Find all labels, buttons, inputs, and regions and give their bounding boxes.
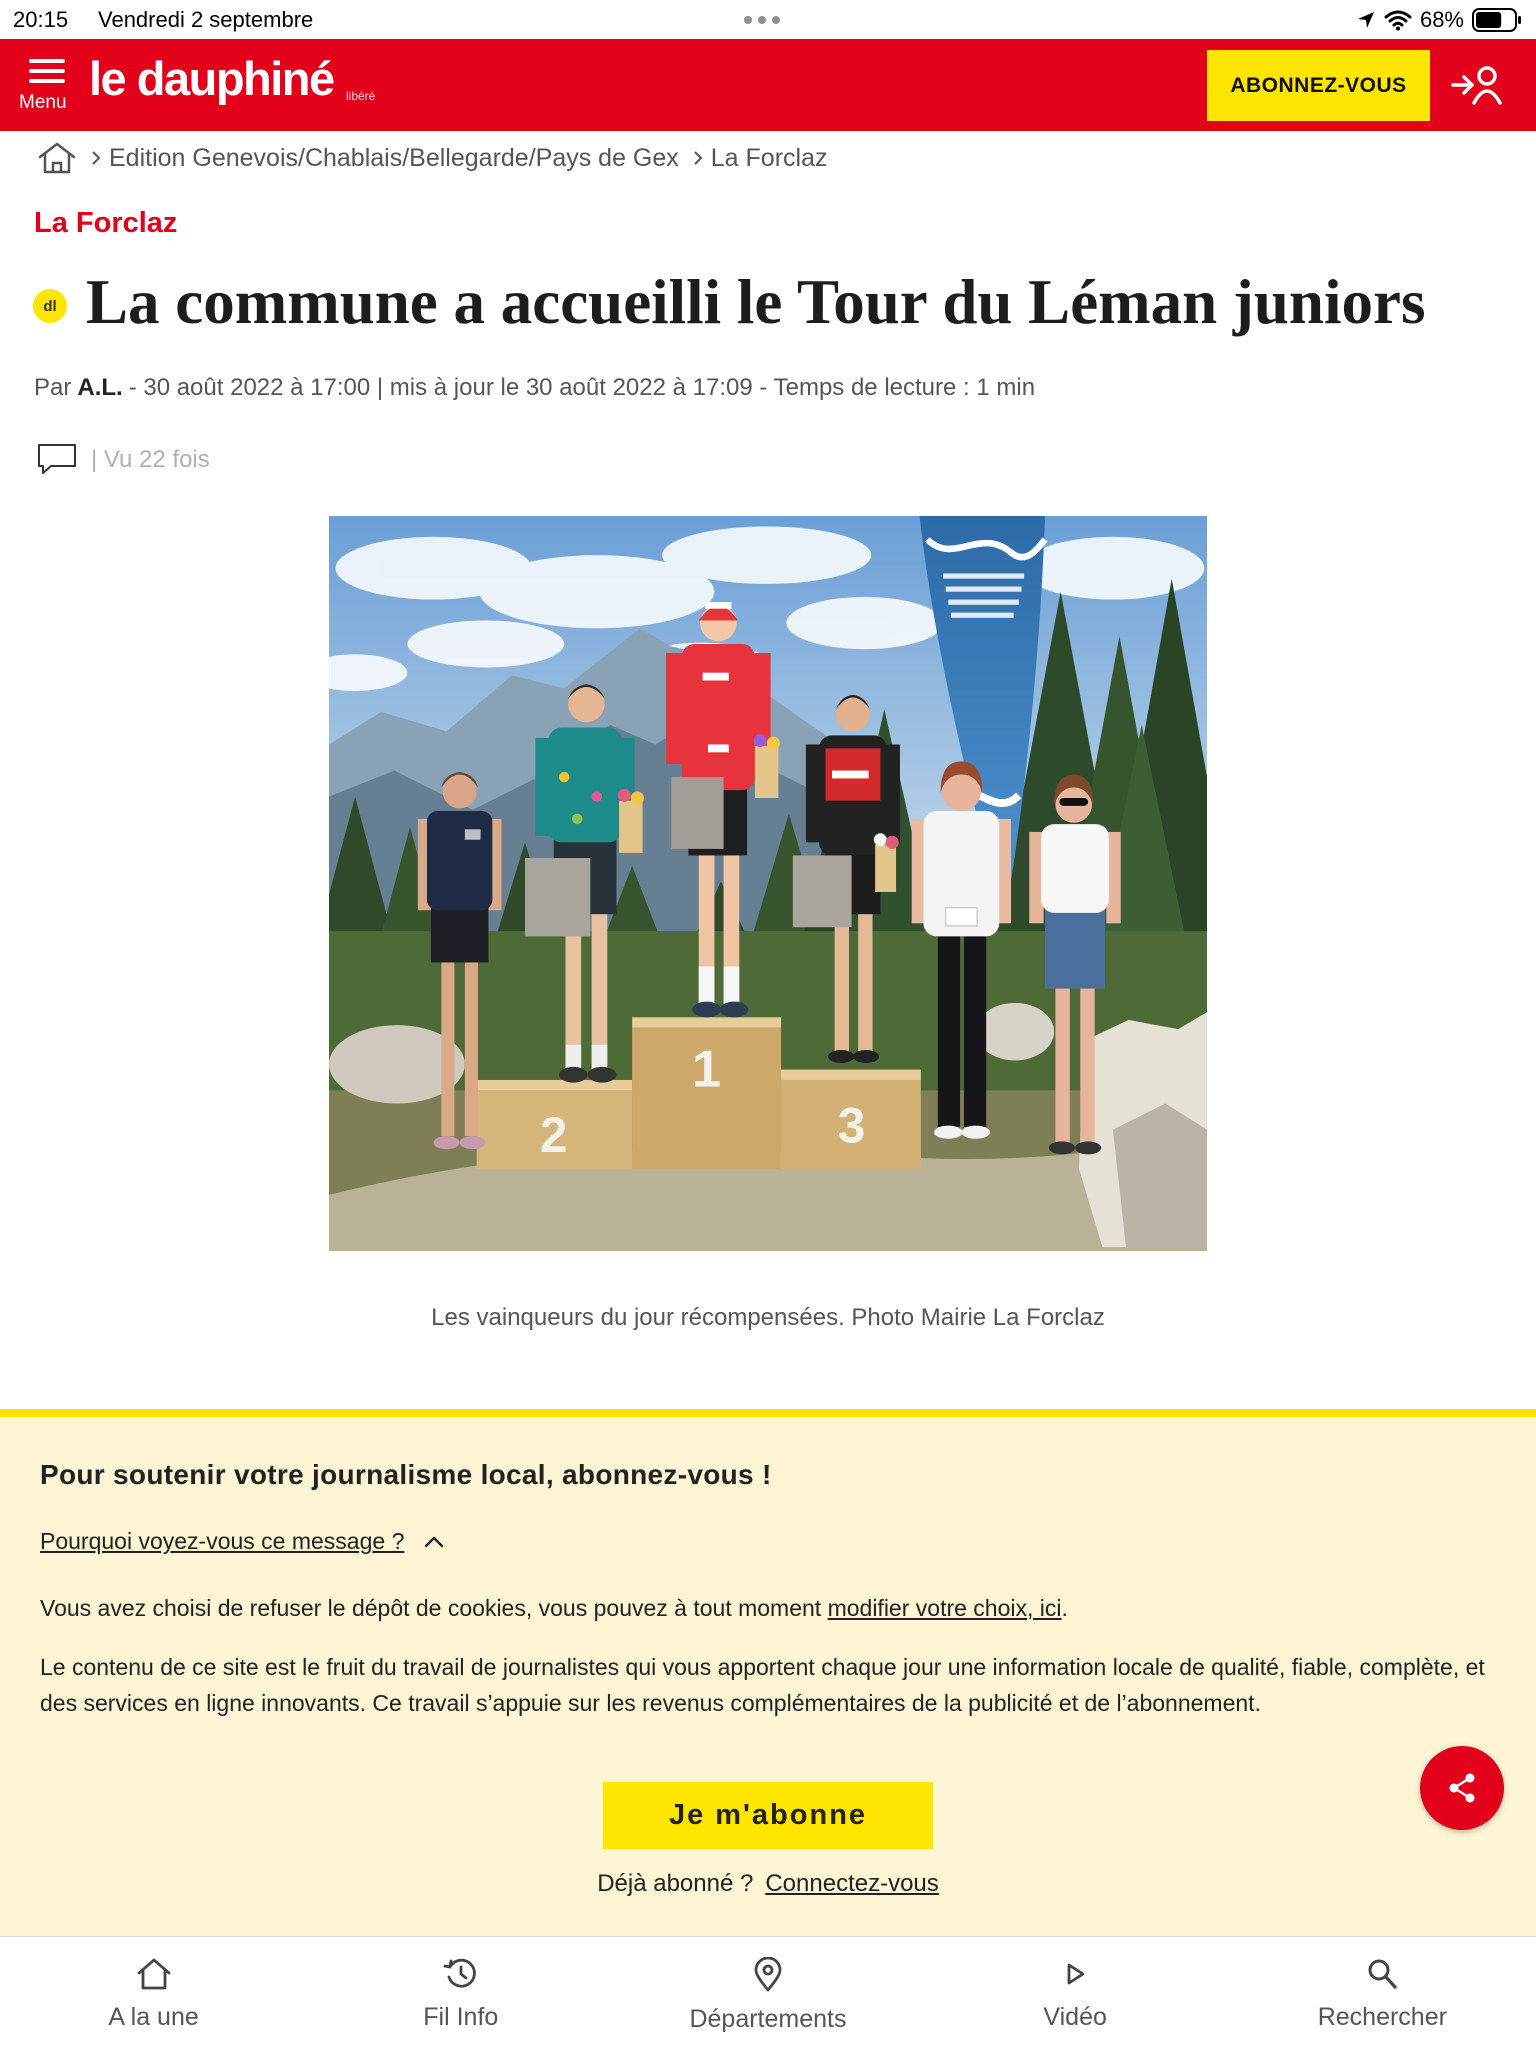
login-prompt [0, 1870, 1536, 1898]
byline-meta: - 30 août 2022 à 17:00 | mis à jour le 30 août 2022 à 17:09 - Temps de lecture : 1 min [128, 374, 1036, 401]
subscribe-button[interactable]: ABONNEZ-VOUS [1207, 50, 1430, 121]
play-icon [1058, 1957, 1092, 1991]
nav-label: Départements [689, 2005, 847, 2033]
byline-author: A.L. [77, 374, 123, 401]
paywall-body: Le contenu de ce site est le fruit du travail de journalistes qui vous apportent chaque jour une information locale de qualité, fiable, complète, et des services en ligne innovants. Ce travail s’appuie sur les revenus complémentaires de la publicité et de l’abonnement. [40, 1654, 1485, 1716]
share-button[interactable] [1420, 1746, 1504, 1830]
rock [976, 1003, 1054, 1060]
menu-icon[interactable] [29, 59, 65, 85]
cookie-notice-suffix: . [1061, 1595, 1068, 1621]
modify-choice-link[interactable]: modifier votre choix, ici [827, 1595, 1062, 1621]
section-label[interactable]: La Forclaz [34, 207, 178, 239]
nav-label: A la une [108, 2003, 199, 2031]
nav-label: Rechercher [1317, 2003, 1447, 2031]
status-bar [0, 0, 1536, 39]
wifi-icon [1384, 9, 1412, 31]
bottom-navigation [0, 1936, 1536, 2048]
view-count: | Vu 22 fois [91, 446, 210, 473]
menu-label[interactable]: Menu [19, 92, 67, 113]
status-indicators [1356, 6, 1522, 34]
nav-item-rechercher[interactable] [1229, 1937, 1536, 2048]
site-logo-subtitle: libéré [346, 89, 376, 103]
home-icon [136, 1957, 172, 1991]
battery-icon [1472, 8, 1522, 32]
breadcrumb-commune[interactable]: La Forclaz [710, 143, 828, 172]
login-prompt-text: Déjà abonné ? [597, 1870, 754, 1897]
chevron-right-icon [693, 150, 703, 166]
article-photo[interactable] [329, 516, 1207, 1251]
podium-number: 2 [539, 1106, 568, 1163]
search-icon [1365, 1957, 1399, 1991]
site-header [0, 39, 1536, 131]
site-logo[interactable]: le dauphiné [89, 52, 334, 105]
nav-item-fil-info[interactable] [307, 1937, 614, 2048]
nav-item-departements[interactable] [614, 1937, 921, 2048]
home-icon[interactable] [37, 141, 77, 175]
large-rock [1079, 1012, 1207, 1247]
photo-caption: Les vainqueurs du jour récompensées. Photo Mairie La Forclaz [431, 1304, 1105, 1331]
dl-badge: dl [33, 289, 67, 323]
battery-percentage: 68% [1419, 7, 1464, 32]
why-message-link[interactable]: Pourquoi voyez-vous ce message ? [40, 1528, 405, 1554]
location-pin-icon [751, 1957, 785, 1993]
cookie-notice [40, 1591, 1496, 1625]
podium-number: 1 [692, 1040, 722, 1099]
breadcrumb-edition[interactable]: Edition Genevois/Chablais/Bellegarde/Pays de Gex [109, 143, 679, 172]
location-arrow-icon [1356, 10, 1376, 30]
paywall-why-toggle[interactable] [40, 1528, 444, 1555]
article-title: La commune a accueilli le Tour du Léman juniors [86, 267, 1426, 337]
status-date: Vendredi 2 septembre [98, 7, 314, 32]
chevron-up-icon[interactable] [424, 1535, 444, 1549]
login-link[interactable]: Connectez-vous [765, 1870, 939, 1897]
status-time: 20:15 [13, 7, 69, 32]
byline [34, 373, 1035, 403]
byline-prefix: Par [34, 374, 72, 401]
breadcrumb [37, 139, 828, 177]
podium-number: 3 [837, 1097, 866, 1154]
login-icon[interactable] [1450, 63, 1502, 107]
share-icon [1445, 1771, 1479, 1805]
paywall-divider [0, 1409, 1536, 1417]
nav-label: Fil Info [423, 2003, 499, 2031]
nav-item-video[interactable] [922, 1937, 1229, 2048]
nav-label: Vidéo [1043, 2003, 1107, 2031]
paywall-heading: Pour soutenir votre journalisme local, abonnez-vous ! [40, 1459, 772, 1490]
history-icon [443, 1957, 479, 1991]
multitasking-dots-icon[interactable] [744, 16, 780, 24]
cookie-notice-text: Vous avez choisi de refuser le dépôt de cookies, vous pouvez à tout moment [40, 1595, 828, 1621]
comment-icon[interactable] [37, 443, 77, 475]
chevron-right-icon [91, 150, 101, 166]
subscribe-now-button[interactable]: Je m'abonne [603, 1782, 933, 1849]
nav-item-a-la-une[interactable] [0, 1937, 307, 2048]
